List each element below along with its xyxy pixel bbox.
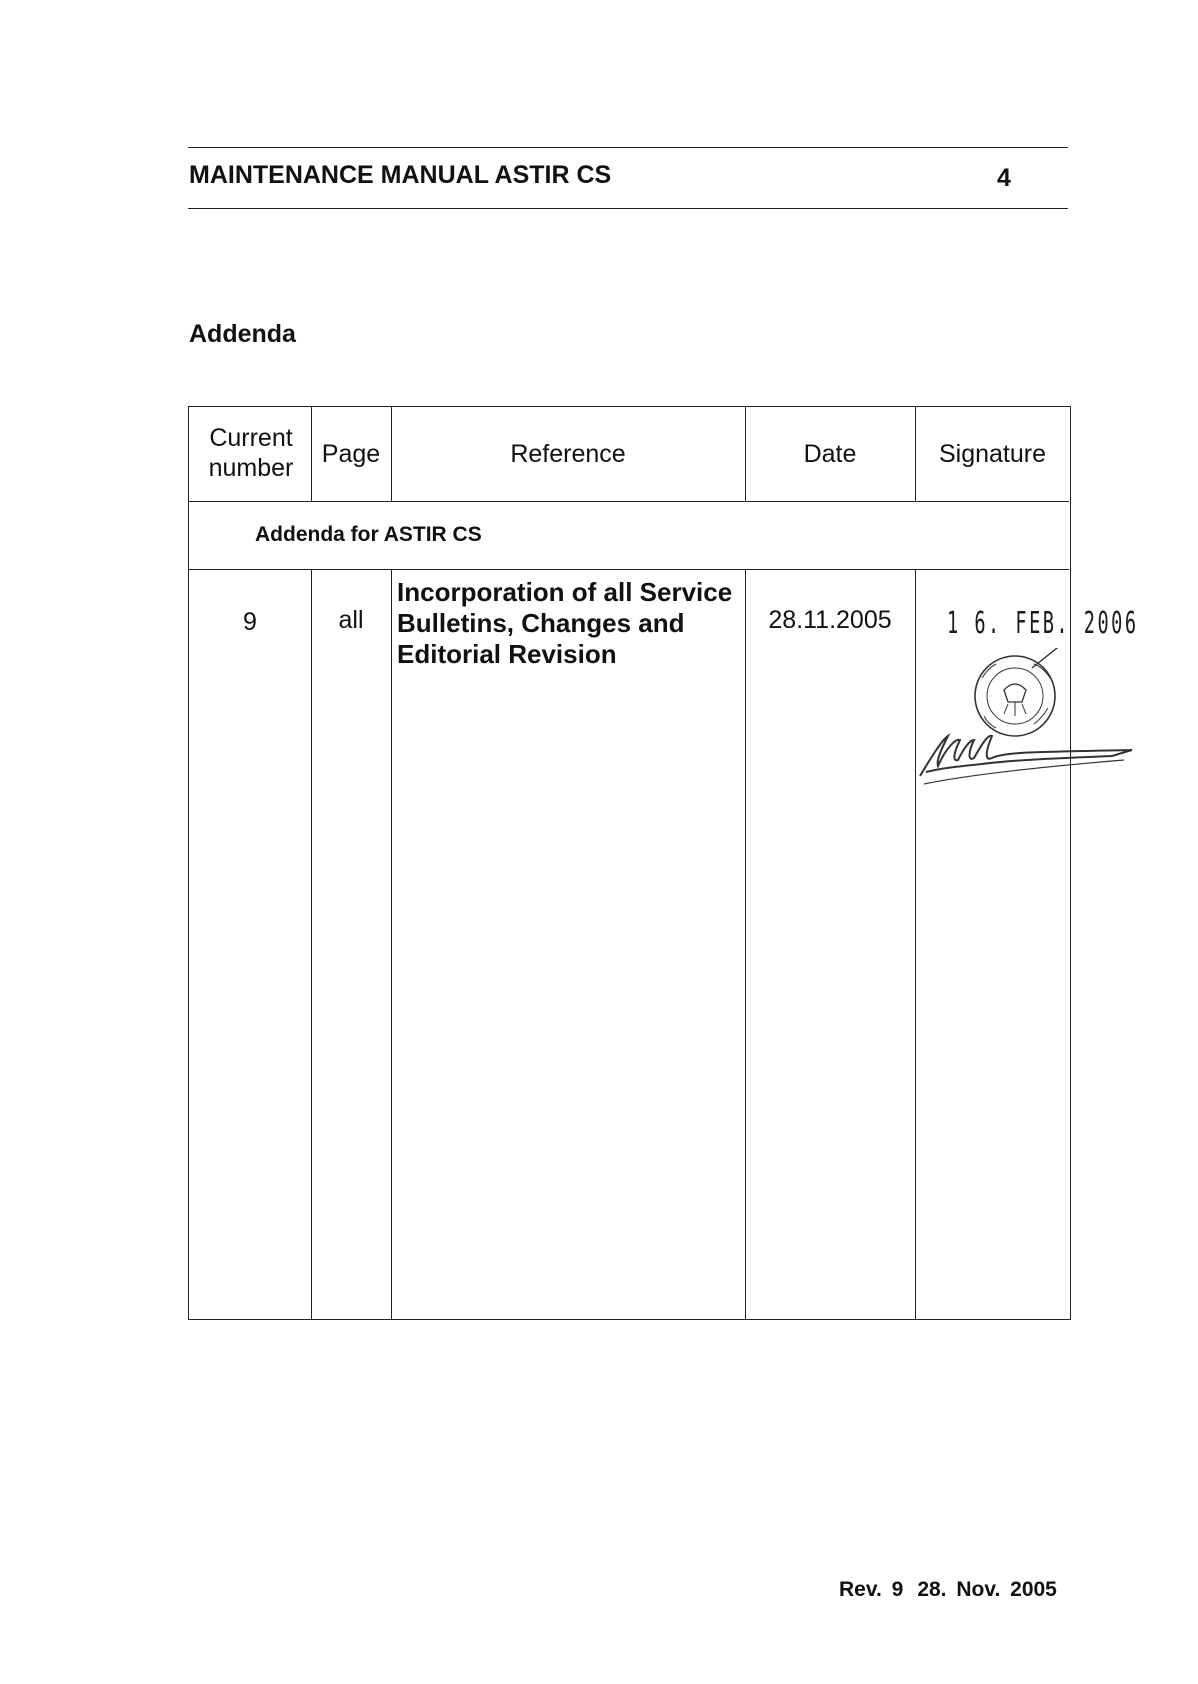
cell-current-number: 9	[243, 608, 257, 636]
header-row-divider	[189, 501, 1069, 502]
document-title: MAINTENANCE MANUAL ASTIR CS	[189, 161, 612, 189]
column-header-reference: Reference	[510, 440, 626, 468]
column-divider	[311, 570, 312, 1320]
group-label: Addenda for ASTIR CS	[255, 523, 482, 546]
approval-stamp-date: 1 6. FEB. 2006	[947, 606, 1139, 641]
page-number: 4	[997, 164, 1011, 192]
column-header-page: Page	[321, 440, 381, 468]
header-bottom-rule	[188, 208, 1068, 209]
column-header-date: Date	[803, 440, 857, 468]
addenda-table	[188, 406, 1071, 1320]
column-divider	[745, 570, 746, 1320]
column-header-current-number: Current number	[208, 424, 294, 482]
column-header-signature: Signature	[938, 440, 1047, 468]
revision-date: 28. Nov. 2005	[917, 1578, 1057, 1601]
column-divider	[391, 570, 392, 1320]
group-row-divider	[189, 569, 1069, 570]
cell-reference: Incorporation of all Service Bulletins, Changes and Editorial Revision	[397, 577, 733, 669]
header-top-rule	[188, 147, 1068, 148]
cell-page: all	[338, 606, 364, 634]
official-seal-and-signature	[912, 648, 1142, 798]
cell-date: 28.11.2005	[768, 606, 892, 634]
revision-label: Rev. 9	[839, 1578, 904, 1601]
footer-revision	[839, 1578, 1057, 1602]
section-title: Addenda	[189, 320, 296, 348]
